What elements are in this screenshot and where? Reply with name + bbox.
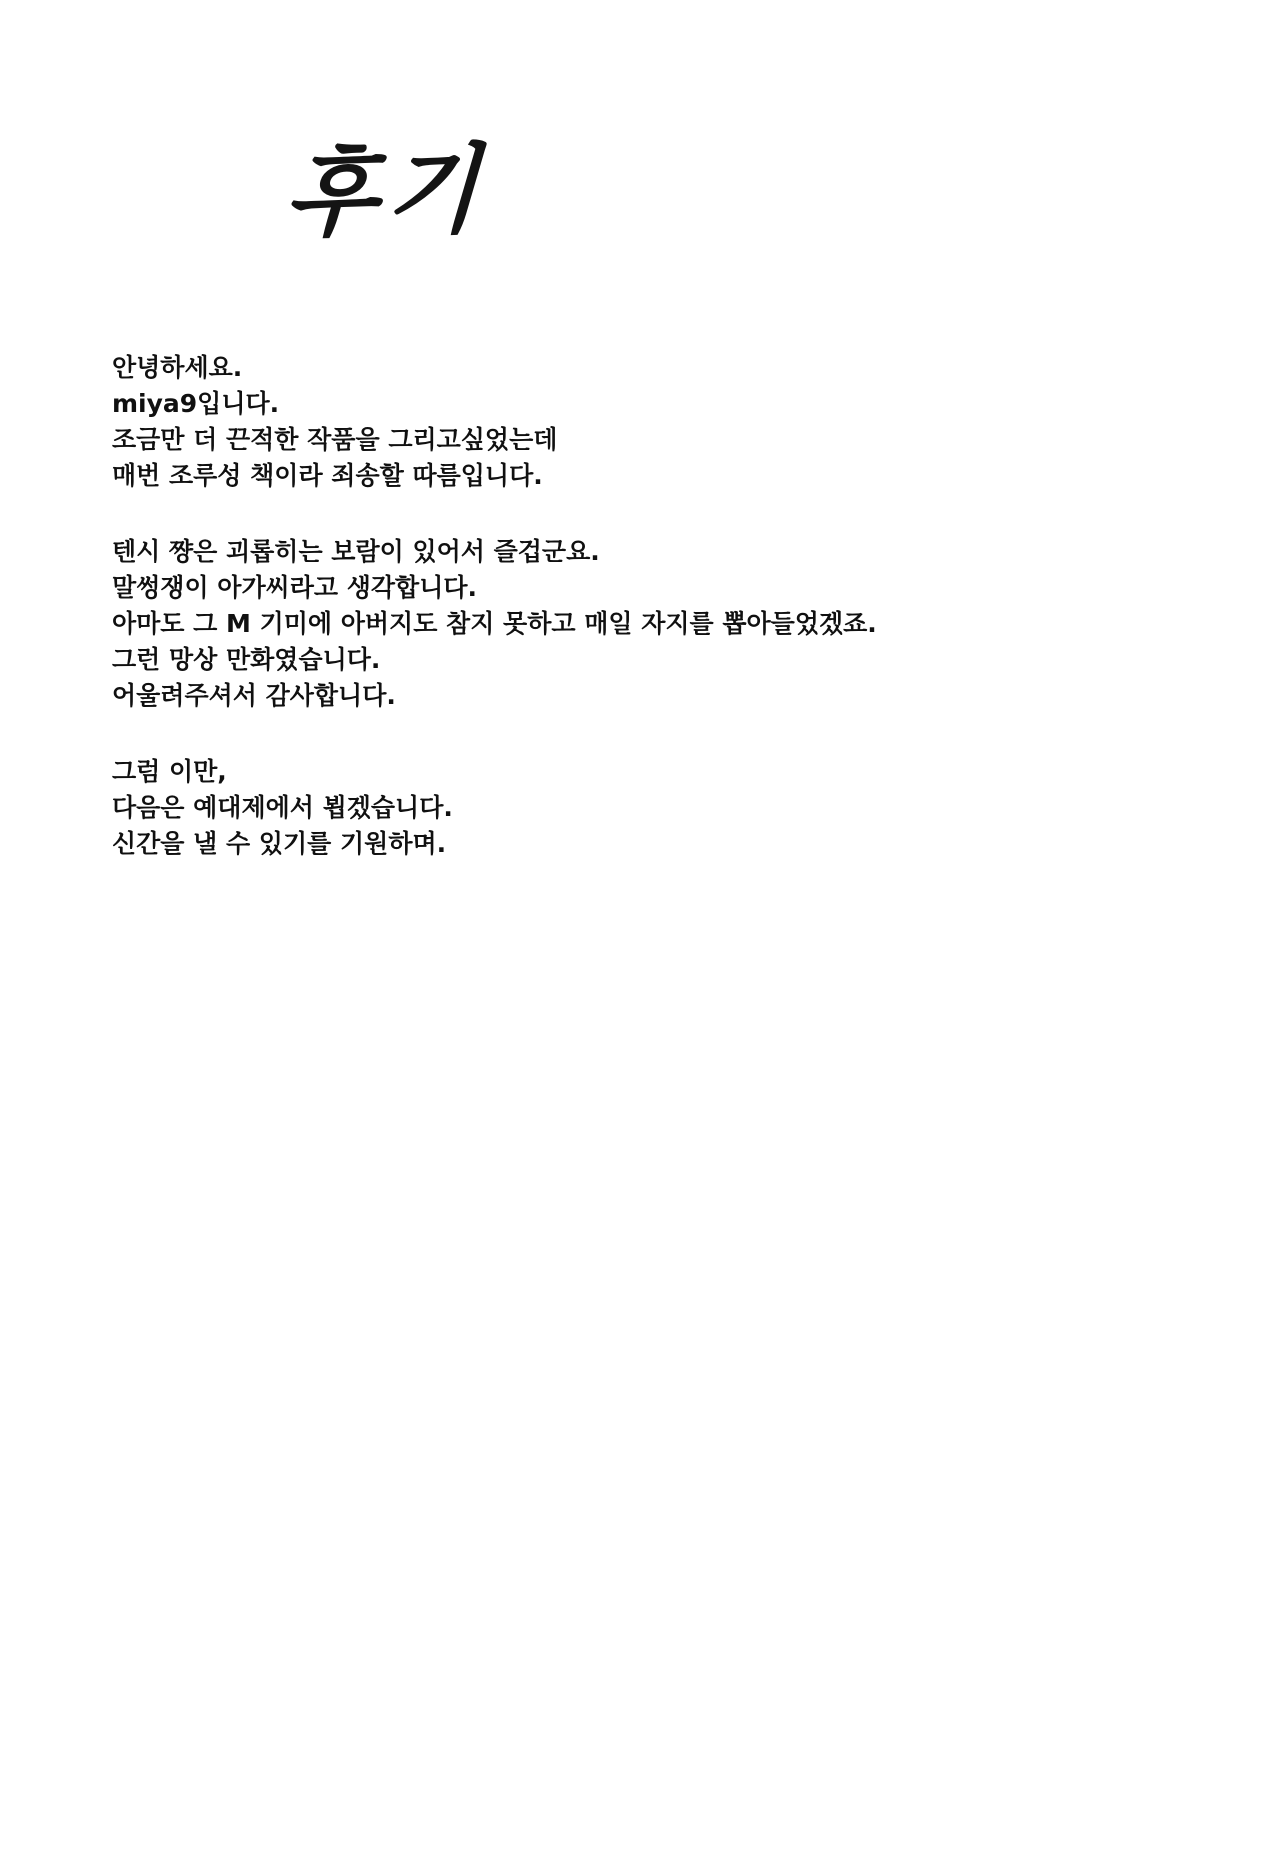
page-title: 후기: [282, 133, 490, 251]
paragraph-1: [112, 350, 1032, 494]
text-line: 매번 조루성 책이라 죄송할 따름입니다.: [112, 461, 543, 490]
text-line: 텐시 쨩은 괴롭히는 보람이 있어서 즐겁군요.: [112, 537, 600, 566]
text-line: 조금만 더 끈적한 작품을 그리고싶었는데: [112, 425, 558, 454]
text-line: miya9입니다.: [112, 389, 280, 418]
paragraph-3: [112, 754, 1032, 862]
text-line: 아마도 그 M 기미에 아버지도 참지 못하고 매일 자지를 뽑아들었겠죠.: [112, 609, 877, 638]
paragraph-2: [112, 534, 1032, 714]
afterword-body: [112, 350, 1032, 862]
text-line: 안녕하세요.: [112, 353, 243, 382]
text-line: 신간을 낼 수 있기를 기원하며.: [112, 829, 447, 858]
text-line: 다음은 예대제에서 뵙겠습니다.: [112, 793, 453, 822]
text-line: 어울려주셔서 감사합니다.: [112, 681, 396, 710]
text-line: 말썽쟁이 아가씨라고 생각합니다.: [112, 573, 478, 602]
text-line: 그런 망상 만화였습니다.: [112, 645, 381, 674]
text-line: 그럼 이만,: [112, 757, 227, 786]
